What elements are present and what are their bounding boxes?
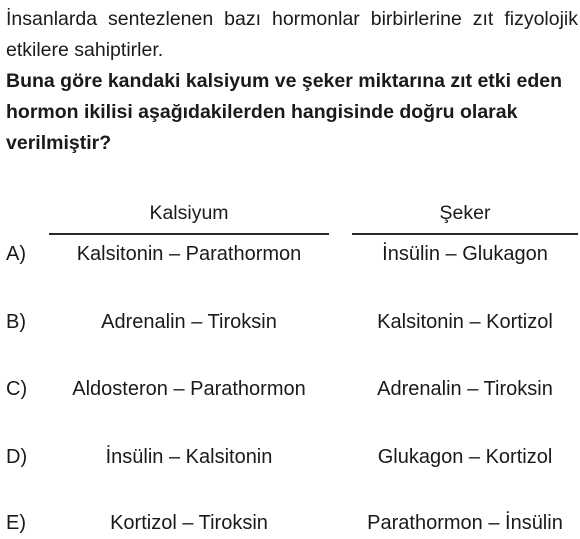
question-intro: İnsanlarda sentezlenen bazı hormonlar birbirlerine zıt fizyolojik etkilere sahiptirler. [6,8,578,61]
option-letter: C) [6,378,28,400]
option-seker-cell: İnsülin – Glukagon [382,243,548,265]
option-b[interactable] [0,308,580,336]
option-kalsiyum-cell: Kalsitonin – Parathormon [76,243,302,265]
option-seker-cell: Kalsitonin – Kortizol [377,311,553,333]
option-seker-cell: Glukagon – Kortizol [377,446,553,468]
option-seker-cell: Parathormon – İnsülin [367,512,563,534]
column-rule-kalsiyum [49,233,329,235]
option-kalsiyum-cell: Adrenalin – Tiroksin [101,311,277,333]
column-header-seker: Şeker [439,202,491,224]
option-kalsiyum-cell: Aldosteron – Parathormon [72,378,306,400]
question-prompt: Buna göre kandaki kalsiyum ve şeker miktarına zıt etki eden hormon ikilisi aşağıdakilerden hangisinde doğru olarak verilmiştir? [6,70,562,154]
column-rule-seker [352,233,578,235]
column-header-kalsiyum: Kalsiyum [149,202,229,224]
option-letter: D) [6,446,28,468]
option-e[interactable] [0,509,580,537]
option-letter: E) [6,512,26,534]
option-letter: B) [6,311,26,333]
option-c[interactable] [0,375,580,403]
option-letter: A) [6,243,26,265]
question-stem [6,4,578,159]
option-kalsiyum-cell: İnsülin – Kalsitonin [105,446,273,468]
option-a[interactable] [0,240,580,268]
option-d[interactable] [0,443,580,471]
option-seker-cell: Adrenalin – Tiroksin [377,378,553,400]
option-kalsiyum-cell: Kortizol – Tiroksin [110,512,268,534]
